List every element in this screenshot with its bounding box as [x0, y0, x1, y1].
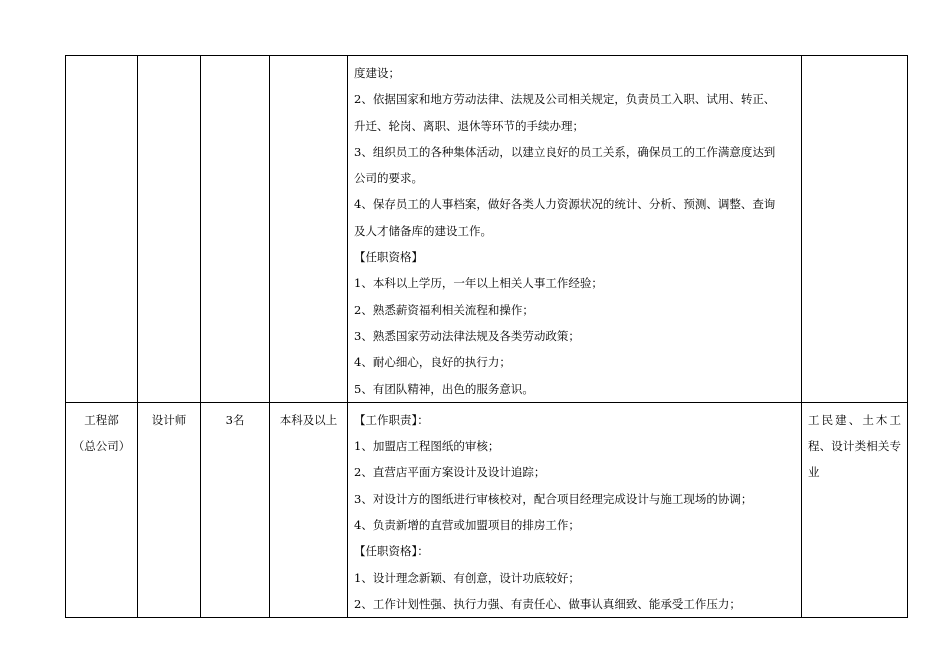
job-description-cell	[348, 56, 802, 403]
headcount-cell	[201, 56, 270, 403]
description-line: 及人才储备库的建设工作。	[354, 223, 492, 238]
description-line: 3、熟悉国家劳动法律法规及各类劳动政策；	[354, 328, 580, 343]
recruitment-table	[65, 55, 908, 618]
table-row	[66, 402, 908, 617]
description-line: 4、负责新增的直营或加盟项目的排房工作；	[354, 518, 580, 533]
position-name: 设计师	[151, 412, 187, 427]
description-line: 升迁、轮岗、离职、退休等环节的手续办理；	[354, 118, 584, 133]
department-cell	[66, 56, 138, 403]
table-row	[66, 56, 908, 403]
description-line: 3、对设计方的图纸进行审核校对，配合项目经理完成设计与施工现场的协调；	[354, 491, 753, 506]
description-line: 4、保存员工的人事档案，做好各类人力资源状况的统计、分析、预测、调整、查询	[354, 197, 776, 212]
headcount-cell	[201, 402, 270, 617]
qualification-heading: 【任职资格】：	[354, 544, 429, 559]
department-cell	[66, 402, 138, 617]
description-line: 4、耐心细心，良好的执行力；	[354, 355, 511, 370]
description-line: 1、加盟店工程图纸的审核；	[354, 439, 500, 454]
description-line: 1、设计理念新颖、有创意，设计功底较好；	[354, 570, 580, 585]
major-cell	[802, 56, 908, 403]
education-cell	[270, 56, 348, 403]
description-line: 3、组织员工的各种集体活动，以建立良好的员工关系，确保员工的工作满意度达到	[354, 144, 776, 159]
major-cell	[802, 402, 908, 617]
department-scope: （总公司）	[72, 438, 131, 453]
description-line: 2、工作计划性强、执行力强、有责任心、做事认真细致、能承受工作压力；	[354, 596, 741, 611]
education-value: 本科及以上	[279, 412, 338, 427]
description-line: 5、有团队精神，出色的服务意识。	[354, 381, 534, 396]
description-line: 2、熟悉薪资福利相关流程和操作；	[354, 302, 534, 317]
major-requirement: 工民建、土木工程、设计类相关专业	[808, 412, 901, 480]
position-cell	[138, 56, 201, 403]
duties-heading: 【工作职责】：	[354, 412, 429, 427]
position-cell	[138, 402, 201, 617]
job-description-cell	[348, 402, 802, 617]
description-line: 公司的要求。	[354, 171, 423, 186]
description-line: 2、依据国家和地方劳动法律、法规及公司相关规定，负责员工入职、试用、转正、	[354, 92, 776, 107]
education-cell	[270, 402, 348, 617]
headcount-value: 3名	[225, 412, 245, 427]
department-name: 工程部	[84, 412, 119, 427]
qualification-heading: 【任职资格】	[354, 250, 423, 265]
description-line: 度建设；	[354, 66, 400, 80]
description-line: 2、直营店平面方案设计及设计追踪；	[354, 465, 546, 480]
description-line: 1、本科以上学历，一年以上相关人事工作经验；	[354, 276, 603, 291]
